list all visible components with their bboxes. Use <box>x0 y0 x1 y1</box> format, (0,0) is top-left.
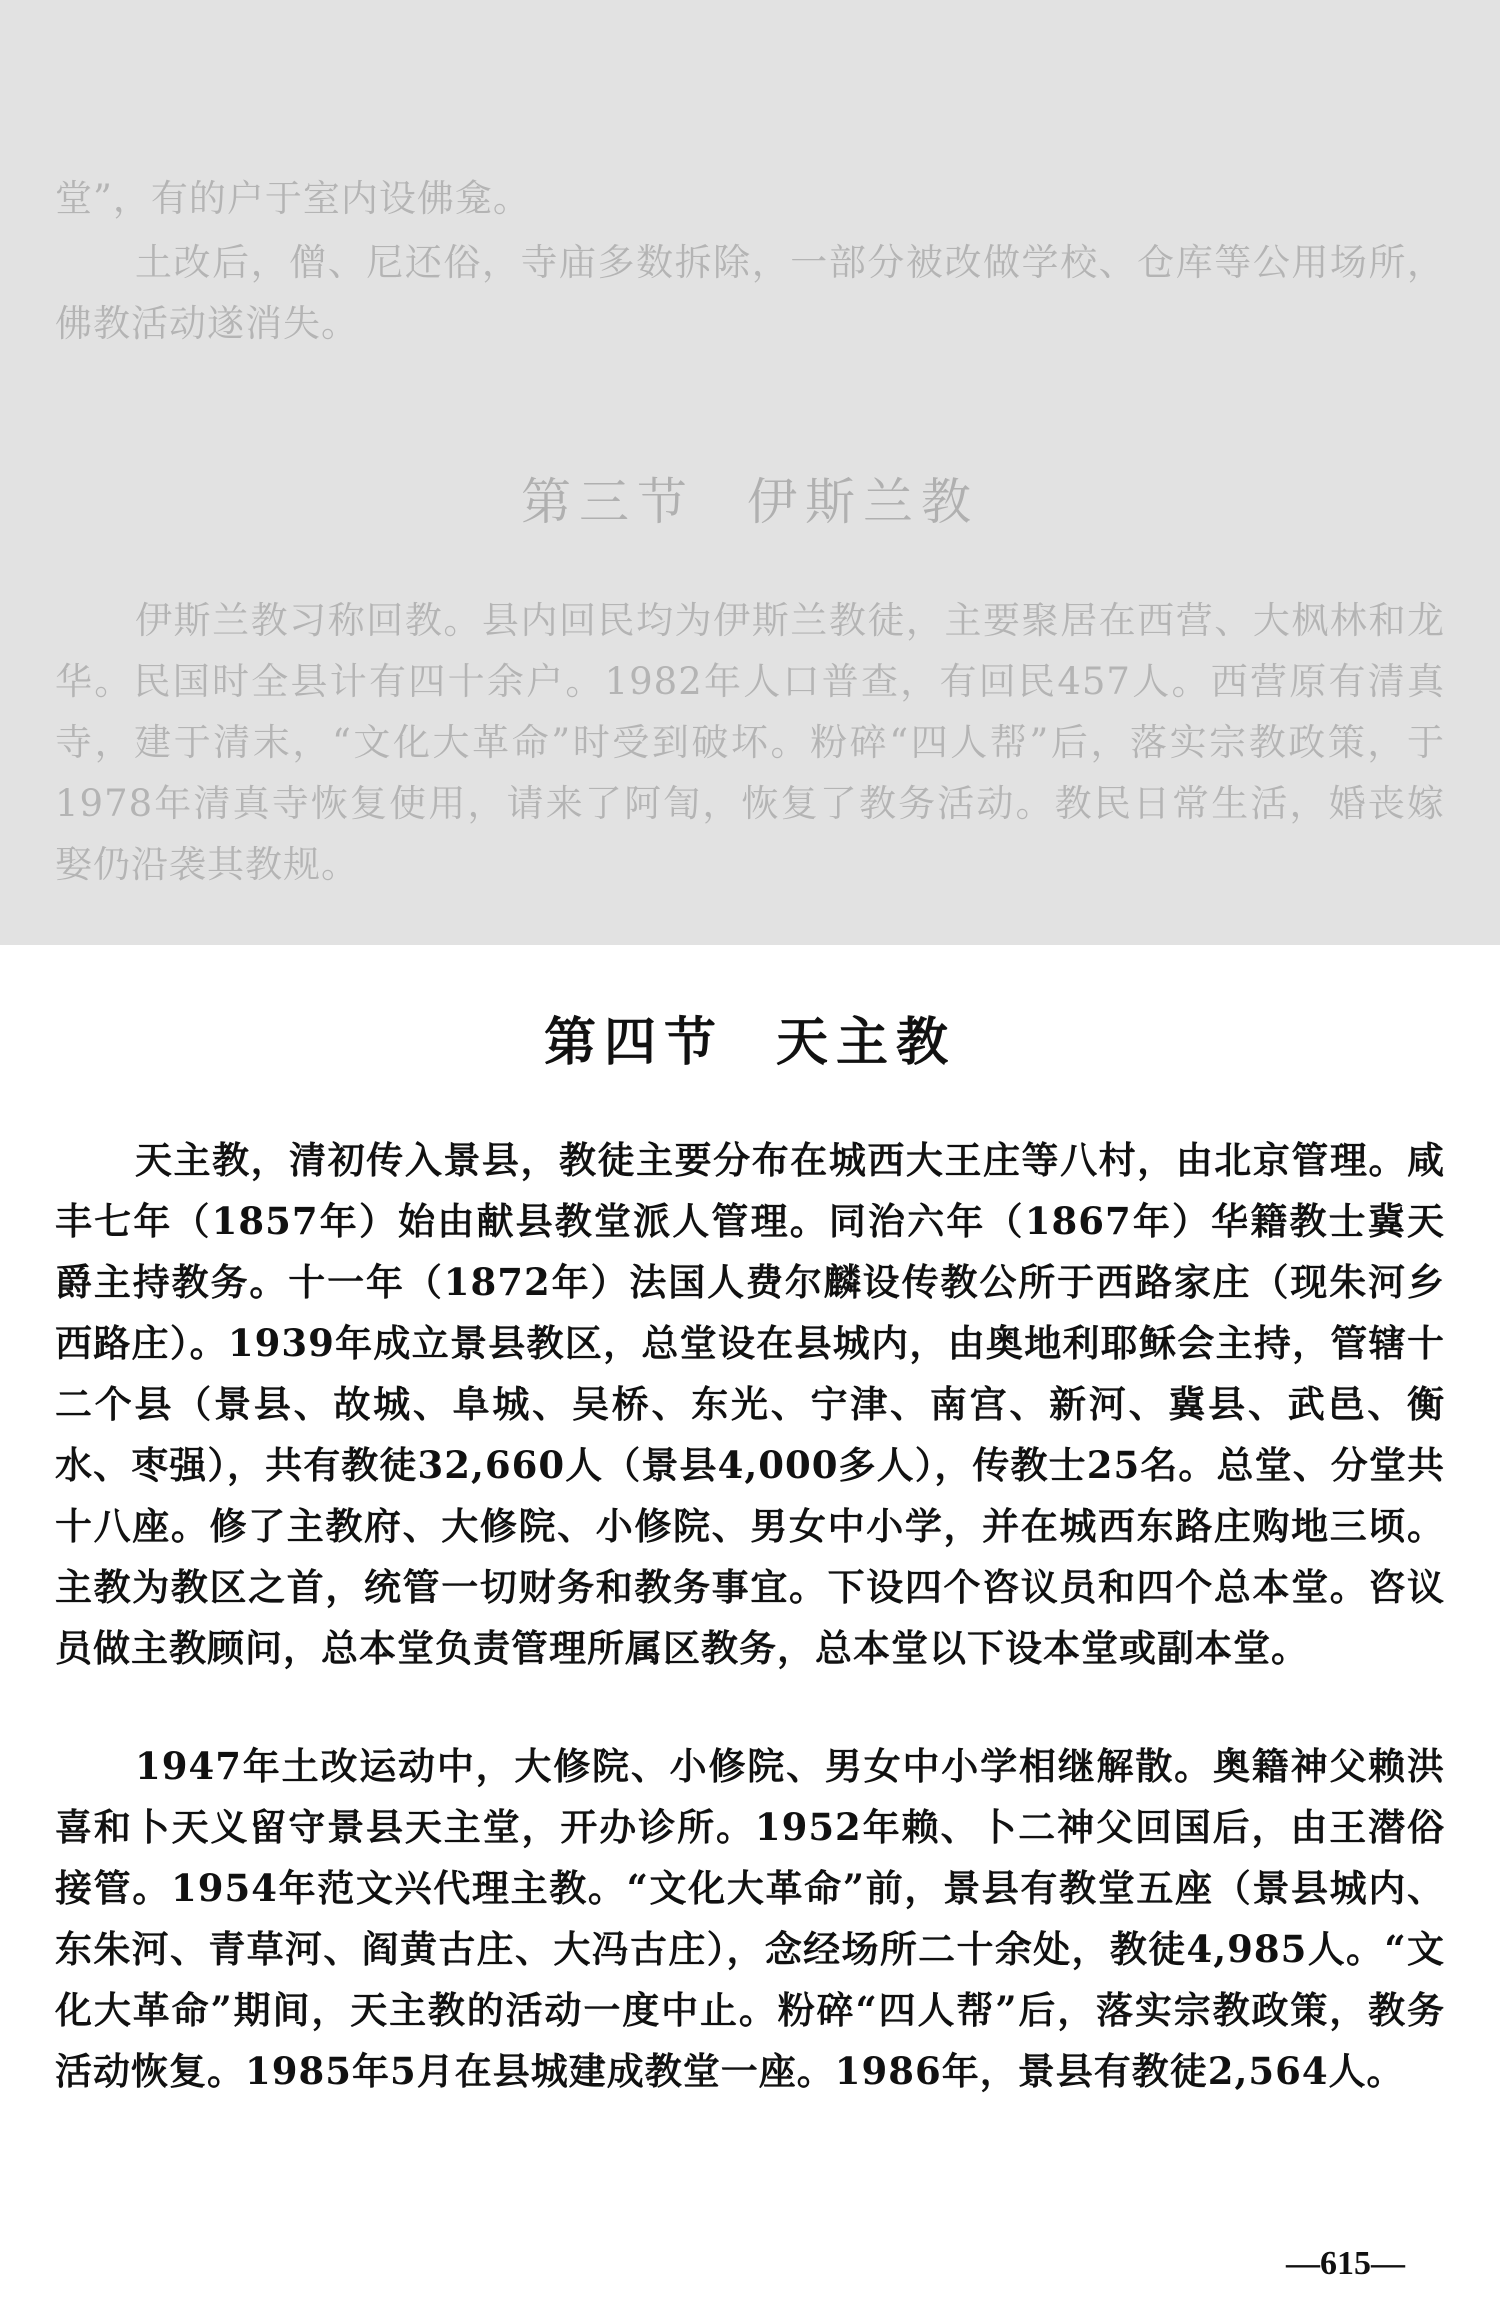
section-number: 第四节 <box>543 1012 724 1073</box>
catholicism-paragraph-history: 天主教，清初传入景县，教徒主要分布在城西大王庄等八村，由北京管理。咸丰七年（1857年）始由献县教堂派人管理。同治六年（1867年）华籍教士冀天爵主持教务。十一年（1872年）法国人费尔麟设传教公所于西路家庄（现朱河乡西路庄）。1939年成立景县教区，总堂设在县城内，由奥地利耶稣会主持，管辖十二个县（景县、故城、阜城、吴桥、东光、宁津、南宫、新河、冀县、武邑、衡水、枣强），共有教徒32,660人（景县4,000多人），传教士25名。总堂、分堂共十八座。修了主教府、大修院、小修院、男女中小学，并在城西东路庄购地三顷。主教为教区之首，统管一切财务和教务事宜。下设四个咨议员和四个总本堂。咨议员做主教顾问，总本堂负责管理所属区教务，总本堂以下设本堂或副本堂。 <box>55 1138 1445 1670</box>
page-number: —615— <box>1286 2245 1405 2282</box>
islam-paragraph: 伊斯兰教习称回教。县内回民均为伊斯兰教徒，主要聚居在西营、大枫林和龙华。民国时全县计有四十余户。1982年人口普查，有回民457人。西营原有清真寺，建于清末，“文化大革命”时受到破坏。粉碎“四人帮”后，落实宗教政策，于1978年清真寺恢复使用，请来了阿訇，恢复了教务活动。教民日常生活，婚丧嫁娶仍沿袭其教规。 <box>55 599 1445 886</box>
section-title-islam <box>0 462 1500 534</box>
section-title-catholicism <box>0 1000 1500 1075</box>
section-name: 天主教 <box>776 1012 957 1073</box>
buddhism-paragraph-end: 堂”，有的户于室内设佛龛。 <box>55 177 531 220</box>
buddhism-paragraph-land-reform: 土改后，僧、尼还俗，寺庙多数拆除，一部分被改做学校、仓库等公用场所，佛教活动遂消失。 <box>55 241 1445 345</box>
section-number: 第三节 <box>521 473 695 531</box>
section-name: 伊斯兰教 <box>747 473 979 531</box>
catholicism-paragraph-modern: 1947年土改运动中，大修院、小修院、男女中小学相继解散。奥籍神父赖洪喜和卜天义留守景县天主堂，开办诊所。1952年赖、卜二神父回国后，由王潜俗接管。1954年范文兴代理主教。“文化大革命”前，景县有教堂五座（景县城内、东朱河、青草河、阎黄古庄、大冯古庄），念经场所二十余处，教徒4,985人。“文化大革命”期间，天主教的活动一度中止。粉碎“四人帮”后，落实宗教政策，教务活动恢复。1985年5月在县城建成教堂一座。1986年，景县有教徒2,564人。 <box>55 1744 1445 2093</box>
